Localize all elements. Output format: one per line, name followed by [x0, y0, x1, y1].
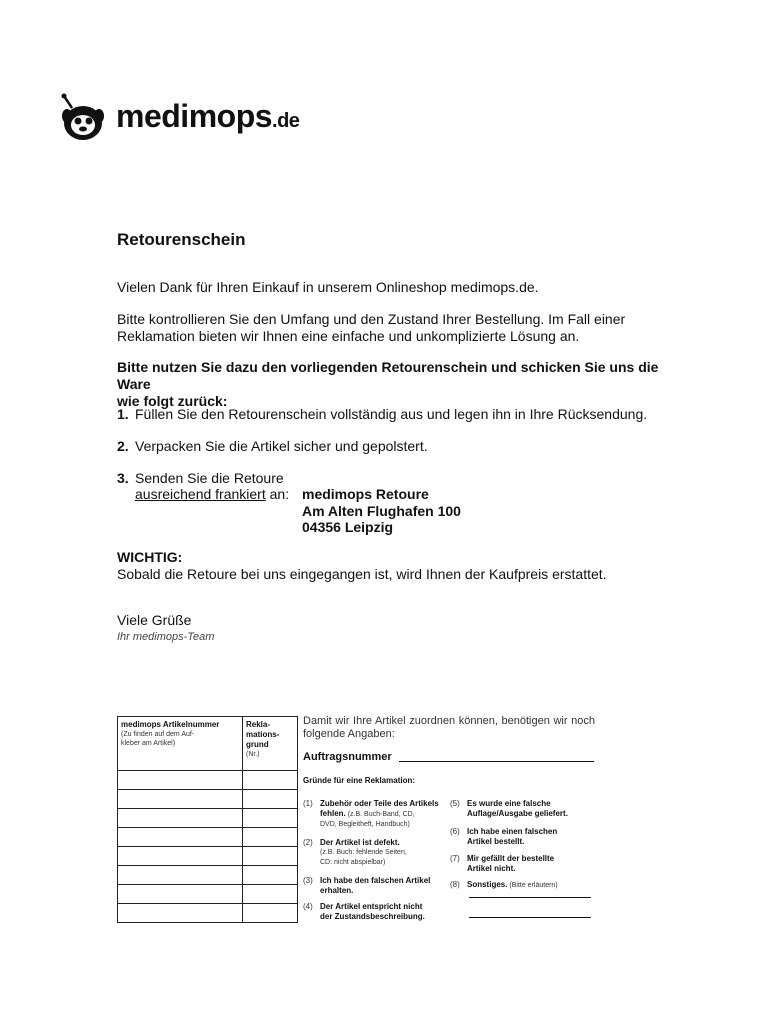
address-city: 04356 Leipzig [302, 519, 394, 535]
check-line-2: Reklamation bieten wir Ihnen eine einfache und unkomplizierte Lösung an. [117, 328, 580, 344]
article-number-cell[interactable] [118, 790, 243, 809]
column-header-reason: Rekla- mations- grund (Nr.) [243, 717, 298, 771]
greeting: Viele Grüße [117, 612, 192, 628]
table-row [118, 828, 298, 847]
logo-brand: medimops [116, 98, 273, 134]
address-name: medimops Retoure [302, 486, 429, 502]
postage-note: ausreichend frankiert [135, 486, 266, 502]
column-header-article-number: medimops Artikelnummer (Zu finden auf dem Auf- kleber am Artikel) [118, 717, 243, 771]
article-number-cell[interactable] [118, 828, 243, 847]
table-row [118, 904, 298, 923]
article-number-cell[interactable] [118, 809, 243, 828]
return-address [302, 486, 461, 536]
intro-text: Vielen Dank für Ihren Einkauf in unserem Onlineshop medimops.de. [117, 279, 539, 295]
article-number-cell[interactable] [118, 847, 243, 866]
reason-cell[interactable] [243, 904, 298, 923]
article-number-cell[interactable] [118, 885, 243, 904]
medimops-logo [58, 92, 318, 142]
table-row [118, 885, 298, 904]
instruction-line-2: wie folgt zurück: [117, 393, 228, 409]
other-reason-field-1[interactable] [469, 897, 591, 898]
reason-cell[interactable] [243, 828, 298, 847]
step-number: 2. [117, 438, 129, 454]
check-line-1: Bitte kontrollieren Sie den Umfang und den Zustand Ihrer Bestellung. Im Fall einer [117, 311, 626, 327]
step-number: 1. [117, 406, 129, 422]
reasons-title: Gründe für eine Reklamation: [303, 776, 416, 785]
step-text-rest: an: [265, 486, 290, 502]
table-row [118, 809, 298, 828]
order-number-field[interactable] [399, 761, 594, 762]
step-text: Füllen Sie den Retourenschein vollständig aus und legen ihn in Ihre Rücksendung. [135, 406, 648, 422]
check-paragraph [117, 311, 677, 345]
step-text: Verpacken Sie die Artikel sicher und gepolstert. [135, 438, 428, 454]
table-row [118, 790, 298, 809]
step-1 [117, 406, 677, 424]
reason-cell[interactable] [243, 771, 298, 790]
important-label: WICHTIG: [117, 549, 183, 565]
step-2 [117, 438, 677, 456]
reason-cell[interactable] [243, 790, 298, 809]
step-3 [117, 470, 677, 540]
table-row [118, 866, 298, 885]
address-street: Am Alten Flughafen 100 [302, 502, 461, 519]
info-text: Damit wir Ihre Artikel zuordnen können, benötigen wir noch folgende Angaben: [303, 715, 595, 740]
article-number-cell[interactable] [118, 771, 243, 790]
article-number-cell[interactable] [118, 904, 243, 923]
important-text: Sobald die Retoure bei uns eingegangen ist, wird Ihnen der Kaufpreis erstattet. [117, 566, 607, 582]
step-number: 3. [117, 470, 129, 486]
reason-cell[interactable] [243, 885, 298, 904]
order-number-label: Auftragsnummer [303, 751, 392, 763]
important-note [117, 549, 677, 583]
table-row [118, 847, 298, 866]
page-title: Retourenschein [117, 230, 246, 249]
return-items-table [117, 716, 298, 923]
table-row [118, 771, 298, 790]
reason-cell[interactable] [243, 809, 298, 828]
article-number-cell[interactable] [118, 866, 243, 885]
reason-cell[interactable] [243, 847, 298, 866]
signature-team: Ihr medimops-Team [117, 631, 215, 643]
mops-dog-icon [58, 92, 108, 142]
reason-cell[interactable] [243, 866, 298, 885]
step-text: Senden Sie die Retoure [135, 470, 284, 486]
other-reason-field-2[interactable] [469, 917, 591, 918]
logo-tld: .de [272, 110, 300, 132]
instruction-paragraph [117, 359, 677, 410]
instruction-line-1: Bitte nutzen Sie dazu den vorliegenden Retourenschein und schicken Sie uns die Ware [117, 359, 659, 392]
